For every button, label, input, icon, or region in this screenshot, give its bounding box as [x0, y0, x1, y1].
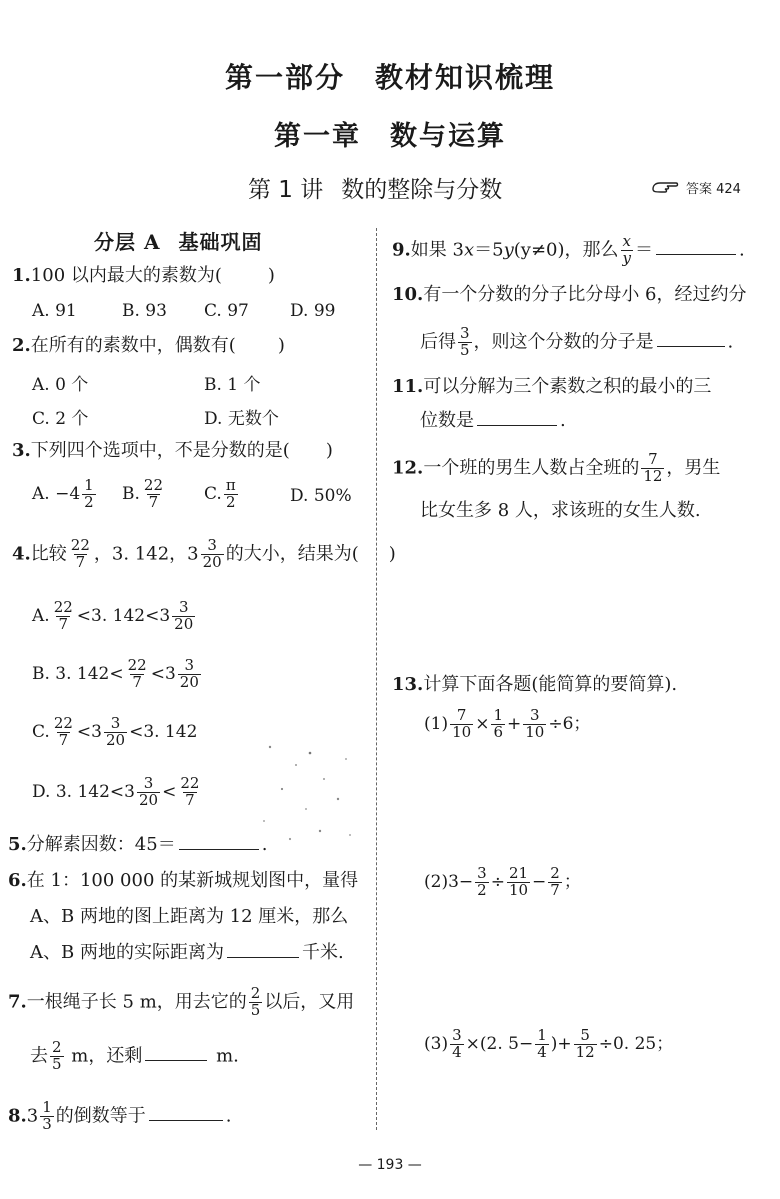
answer-blank[interactable] [149, 1119, 223, 1121]
section-level: 分层 A [94, 230, 161, 254]
question-8: 8.3 $\frac{1}{3}$ 的倒数等于 . [8, 1098, 232, 1133]
q4-option-c: C. $\frac{22}{7}$ <3 $\frac{3}{20}$ <3. 142 [32, 714, 198, 749]
fraction: $\frac{3}{5}$ [460, 324, 470, 359]
page-number: — 193 — [358, 1157, 422, 1173]
q1-option-d: D. 99 [290, 301, 336, 321]
question-6-line-2: A、B 两地的图上距离为 12 厘米，那么 [30, 906, 349, 927]
answer-paren: ) [388, 543, 396, 565]
part-title: 第一部分 教材知识梳理 [224, 61, 555, 94]
answer-blank[interactable] [227, 956, 299, 958]
q13-part-2: (2)3− $\frac{3}{2}$ ÷ $\frac{21}{10}$ − $\frac{2}{7}$ ； [424, 864, 581, 899]
question-13-stem: 13.计算下面各题(能简算的要简算). [392, 674, 678, 695]
q1-option-a: A. 91 [32, 301, 77, 321]
answer-page-ref: 答案 424 [686, 182, 741, 197]
q3-option-d: D. 50% [290, 486, 352, 506]
q13-part-3: (3) $\frac{3}{4}$ ×(2. 5− $\frac{1}{4}$ )+ $\frac{5}{12}$ ÷0. 25； [424, 1026, 674, 1061]
question-4-stem: 4.比较 $\frac{22}{7}$ ，3. 142，3 $\frac{3}{20}$ 的大小，结果为( ) [12, 536, 396, 571]
q3-option-c: C. $\frac{\pi}{2}$ [204, 476, 236, 511]
question-number: 3. [12, 440, 31, 461]
answer-paren: ) [267, 265, 275, 286]
question-number: 7. [8, 991, 27, 1013]
column-divider [376, 228, 377, 1130]
question-number: 6. [8, 870, 27, 891]
q2-option-c: C. 2 个 [32, 409, 89, 429]
pointing-hand-icon [652, 180, 680, 196]
question-10-line-2: 后得 $\frac{3}{5}$ ，则这个分数的分子是 . [420, 324, 734, 359]
fraction: $\frac{x}{y}$ [622, 232, 631, 267]
lecture-number: 第 1 讲 [248, 177, 324, 203]
lecture-name: 数的整除与分数 [341, 177, 503, 203]
question-6-line-3: A、B 两地的实际距离为 千米. [30, 942, 344, 963]
question-number: 1. [12, 265, 31, 286]
fraction: $\frac{2}{5}$ [52, 1038, 62, 1073]
question-12-line-2: 比女生多 8 人，求该班的女生人数. [420, 500, 701, 521]
question-number: 10. [392, 284, 424, 305]
answer-paren: ) [277, 335, 285, 356]
q2-option-b: B. 1 个 [204, 375, 261, 395]
question-3-stem [12, 440, 333, 462]
q4-option-b: B. 3. 142< $\frac{22}{7}$ <3 $\frac{3}{20}$ [32, 656, 199, 691]
question-9: 9.如果 3x＝5y(y≠0)，那么 $\frac{x}{y}$ ＝ . [392, 232, 745, 267]
answer-reference [652, 178, 741, 197]
fraction: $\frac{22}{7}$ [70, 536, 90, 571]
fraction: $\frac{1}{2}$ [84, 476, 94, 511]
section-title: 基础巩固 [178, 230, 263, 254]
fraction: $\frac{2}{5}$ [250, 984, 261, 1019]
fraction: $\frac{1}{3}$ [42, 1098, 52, 1133]
question-number: 2. [12, 335, 31, 356]
answer-blank[interactable] [179, 848, 259, 850]
question-text: 下列四个选项中，不是分数的是( [30, 440, 290, 461]
q13-part-1: (1) $\frac{7}{10}$ × $\frac{1}{6}$ + $\frac{3}{10}$ ÷6； [424, 706, 591, 741]
q1-option-c: C. 97 [204, 301, 249, 321]
q3-option-b: B. $\frac{22}{7}$ [122, 476, 163, 511]
question-text: 在所有的素数中，偶数有( [30, 335, 236, 356]
question-number: 9. [392, 239, 411, 261]
question-1-stem [12, 265, 275, 287]
question-7-line-1: 7.一根绳子长 5 m，用去它的 $\frac{2}{5}$ 以后，又用 [8, 984, 355, 1019]
question-6-line-1: 6.在 1：100 000 的某新城规划图中，量得 [8, 870, 359, 891]
question-number: 8. [8, 1105, 27, 1127]
question-number: 11. [392, 376, 424, 397]
question-number: 4. [12, 543, 31, 565]
question-text: 100 以内最大的素数为( [30, 265, 222, 286]
answer-blank[interactable] [477, 424, 557, 426]
section-heading [94, 226, 262, 255]
question-5: 5.分解素因数：45＝ . [8, 834, 268, 855]
fraction: $\frac{3}{20}$ [202, 536, 222, 571]
fraction: $\frac{22}{7}$ [143, 476, 163, 511]
q2-option-d: D. 无数个 [204, 409, 279, 429]
q4-option-d: D. 3. 142<3 $\frac{3}{20}$ < $\frac{22}{7}$ [32, 774, 200, 809]
fraction: $\frac{7}{12}$ [643, 450, 663, 485]
question-11-line-2: 位数是 . [420, 410, 566, 431]
fraction: $\frac{\pi}{2}$ [225, 476, 236, 511]
question-7-line-2: 去 $\frac{2}{5}$ m，还剩 m. [30, 1038, 239, 1073]
q4-option-a: A. $\frac{22}{7}$ <3. 142<3 $\frac{3}{20}$ [32, 598, 194, 633]
answer-blank[interactable] [656, 253, 736, 255]
q3-option-a: A. −4 $\frac{1}{2}$ [32, 476, 94, 511]
question-number: 13. [392, 674, 424, 695]
q2-option-a: A. 0 个 [32, 375, 89, 395]
scan-noise [250, 735, 370, 855]
question-number: 12. [392, 457, 424, 479]
answer-blank[interactable] [657, 345, 725, 347]
question-number: 5. [8, 834, 27, 855]
answer-paren: ) [325, 440, 333, 461]
lecture-title [248, 171, 502, 204]
q1-option-b: B. 93 [122, 301, 167, 321]
question-10-line-1: 10.有一个分数的分子比分母小 6，经过约分 [392, 284, 747, 305]
chapter-title: 第一章 数与运算 [274, 121, 506, 152]
question-2-stem [12, 335, 285, 357]
answer-blank[interactable] [145, 1059, 207, 1061]
question-11-line-1: 11.可以分解为三个素数之积的最小的三 [392, 376, 712, 397]
question-12-line-1: 12.一个班的男生人数占全班的 $\frac{7}{12}$ ，男生 [392, 450, 721, 485]
